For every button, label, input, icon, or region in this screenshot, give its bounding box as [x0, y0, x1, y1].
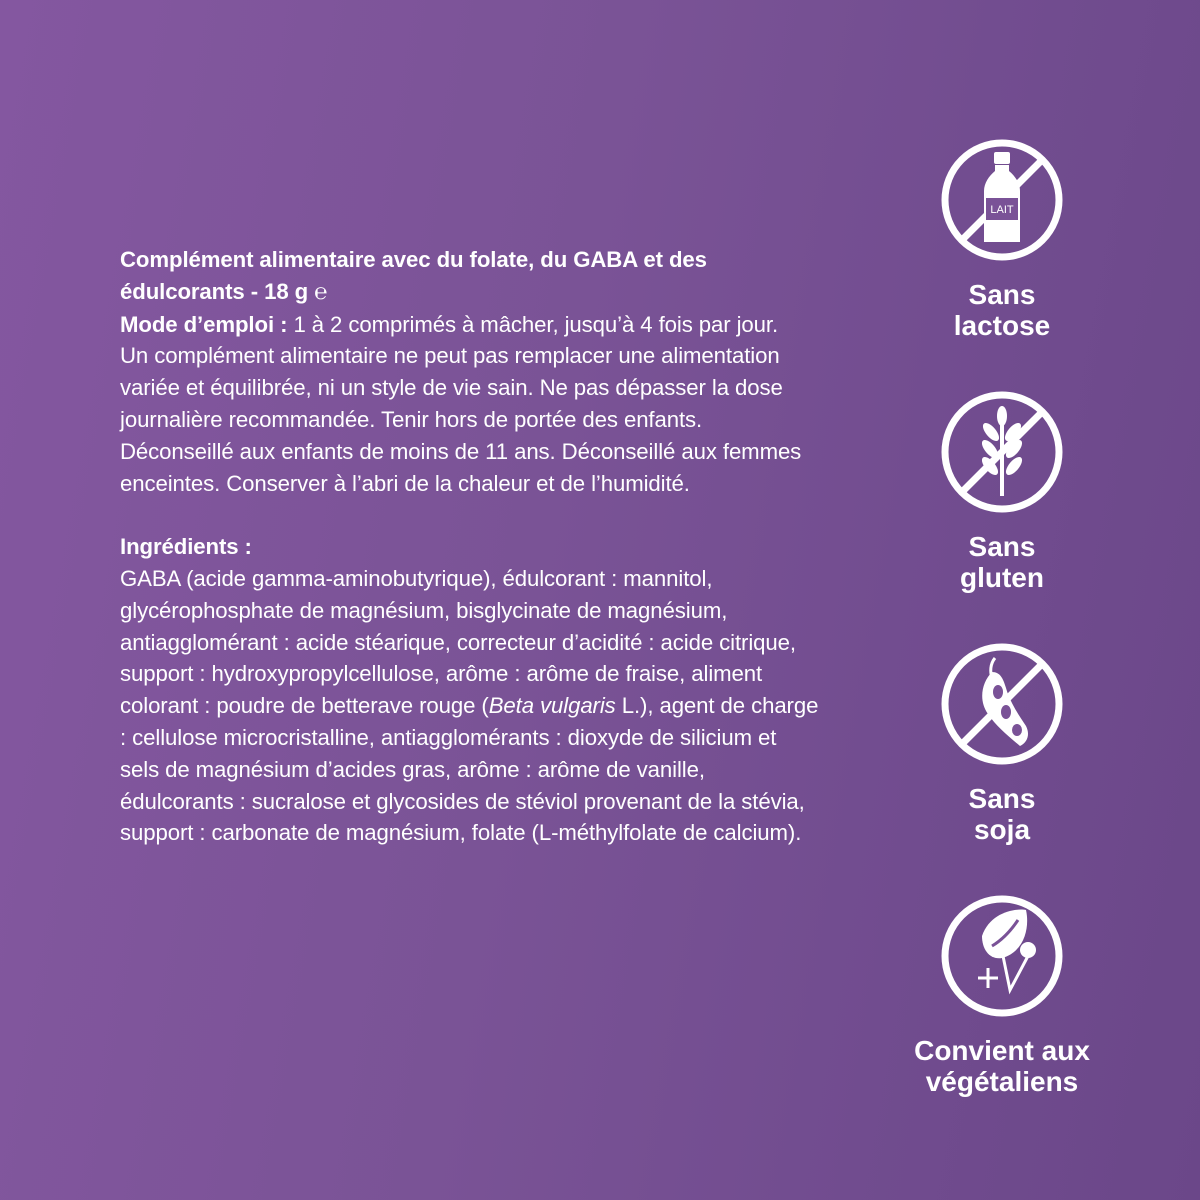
badge-soy-free: [902, 642, 1102, 845]
badge-label: [902, 279, 1102, 341]
badge-label: [902, 531, 1102, 593]
ingredients-latin-name: Beta vulgaris: [488, 693, 616, 719]
warnings-text: Un complément alimentaire ne peut pas remplacer une alimentation variée et équilibrée, ni un style de vie sain. Ne pas dépasser la dose journalière recommandée. Tenir hors de portée des enfants. Déconseillé aux enfants de moins de 11 ans. Déconseillé aux femmes enceintes. Conserver à l’abri de la chaleur et de l’humidité.: [120, 343, 802, 496]
badge-lactose-free: [902, 138, 1102, 341]
usage-instructions: [120, 309, 820, 341]
ingredients-text: [120, 563, 820, 849]
ingredients-label: Ingrédients :: [120, 534, 252, 560]
section-spacer: [120, 499, 820, 531]
wheat-crossed-icon: [940, 390, 1064, 514]
product-information: [120, 244, 820, 849]
badge-label-line-2: soja: [973, 814, 1031, 845]
product-title-text: Complément alimentaire avec du folate, du GABA et des édulcorants - 18 g: [120, 247, 707, 304]
badge-label-line-1: Sans: [968, 531, 1036, 562]
badge-label: [902, 783, 1102, 845]
usage-text: 1 à 2 comprimés à mâcher, jusqu’à 4 fois par jour.: [287, 311, 779, 337]
ingredients-part-1: GABA (acide gamma-aminobutyrique), édulcorant : mannitol, glycérophosphate de magnésium, bisglycinate de magnésium, antiagglomérant : acide stéarique, correcteur d’acidité : acide citrique, support : hydroxypropylcellulose, arôme : arôme de fraise, aliment colorant : poudre de betterave rouge (: [120, 565, 796, 719]
badge-label-line-1: Sans: [968, 279, 1036, 310]
badge-label-line-2: lactose: [953, 310, 1051, 341]
badge-label-line-2: gluten: [960, 562, 1044, 593]
bottle-label: LAIT: [990, 204, 1014, 216]
estimated-sign: ℮: [314, 278, 328, 305]
badge-vegan: [902, 894, 1102, 1097]
product-title: [120, 244, 820, 309]
ingredients-part-2: L.), agent de charge : cellulose microcristalline, antiagglomérants : dioxyde de silicium et sels de magnésium d’acides gras, arôme : arôme de vanille, édulcorants : sucralose et glycosides de stéviol provenant de la stévia, support : carbonate de magnésium, folate (L-méthylfolate de calcium).: [120, 693, 819, 846]
usage-label: Mode d’emploi :: [120, 311, 288, 337]
soybean-crossed-icon: [940, 642, 1064, 766]
badge-label-line-1: Convient aux: [914, 1035, 1090, 1066]
milk-bottle-crossed-icon: [940, 138, 1064, 262]
badge-label-line-2: végétaliens: [925, 1066, 1079, 1097]
badge-label-line-1: Sans: [968, 783, 1036, 814]
badge-label: [902, 1035, 1102, 1097]
badge-gluten-free: [902, 390, 1102, 593]
leaf-plus-icon: [940, 894, 1064, 1018]
